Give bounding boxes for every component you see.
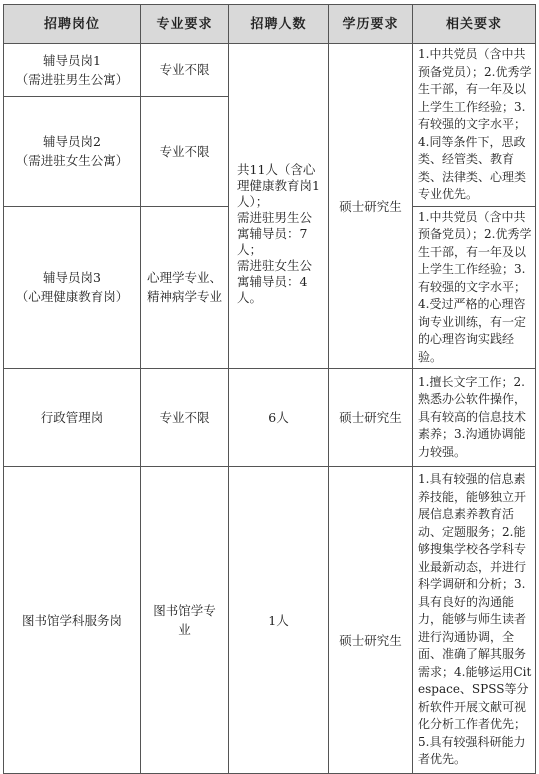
cell-requirements: 1.擅长文字工作；2.熟悉办公软件操作，具有较高的信息技术素养；3.沟通协调能力较强。: [413, 369, 536, 467]
cell-major: 专业不限: [141, 96, 229, 206]
cell-major: 心理学专业、精神病学专业: [141, 206, 229, 369]
header-position: 招聘岗位: [4, 5, 141, 44]
cell-major: 专业不限: [141, 369, 229, 467]
cell-education-counselors: 硕士研究生: [329, 44, 413, 369]
header-requirements: 相关要求: [413, 5, 536, 44]
table-row: [4, 467, 536, 774]
cell-count-counselors: 共11人（含心理健康教育岗1人）； 需进驻男生公寓辅导员：7人； 需进驻女生公寓辅导员：4人。: [229, 44, 329, 369]
header-count: 招聘人数: [229, 5, 329, 44]
cell-major: 专业不限: [141, 44, 229, 97]
cell-count: 6人: [229, 369, 329, 467]
header-major: 专业要求: [141, 5, 229, 44]
cell-requirements: 1.中共党员（含中共预备党员）；2.优秀学生干部，有一年及以上学生工作经验；3.有较强的文字水平；4.同等条件下，思政类、经管类、教育类、法律类、心理类专业优先。: [413, 44, 536, 207]
table-row: [4, 44, 536, 97]
table-row: [4, 369, 536, 467]
recruitment-table: [3, 4, 536, 774]
cell-education: 硕士研究生: [329, 467, 413, 774]
cell-position: 图书馆学科服务岗: [4, 467, 141, 774]
cell-education: 硕士研究生: [329, 369, 413, 467]
cell-position: 辅导员岗3 （心理健康教育岗）: [4, 206, 141, 369]
cell-requirements: 1.中共党员（含中共预备党员）；2.优秀学生干部，有一年及以上学生工作经验；3.有较强的文字水平；4.受过严格的心理咨询专业训练，有一定的心理咨询实践经验。: [413, 206, 536, 369]
cell-position: 辅导员岗2 （需进驻女生公寓）: [4, 96, 141, 206]
table-header-row: [4, 5, 536, 44]
header-education: 学历要求: [329, 5, 413, 44]
cell-major: 图书馆学专业: [141, 467, 229, 774]
cell-count: 1人: [229, 467, 329, 774]
cell-requirements: 1.具有较强的信息素养技能，能够独立开展信息素养教育活动、定题服务；2.能够搜集学校各学科专业最新动态，并进行科学调研和分析；3.具有良好的沟通能力，能够与师生读者进行沟通协调，全面、准确了解其服务需求；4.能够运用Citespace、SPSS等分析软件开展文献可视化分析工作者优先；5.具有较强科研能力者优先。: [413, 467, 536, 774]
cell-position: 辅导员岗1 （需进驻男生公寓）: [4, 44, 141, 97]
cell-position: 行政管理岗: [4, 369, 141, 467]
